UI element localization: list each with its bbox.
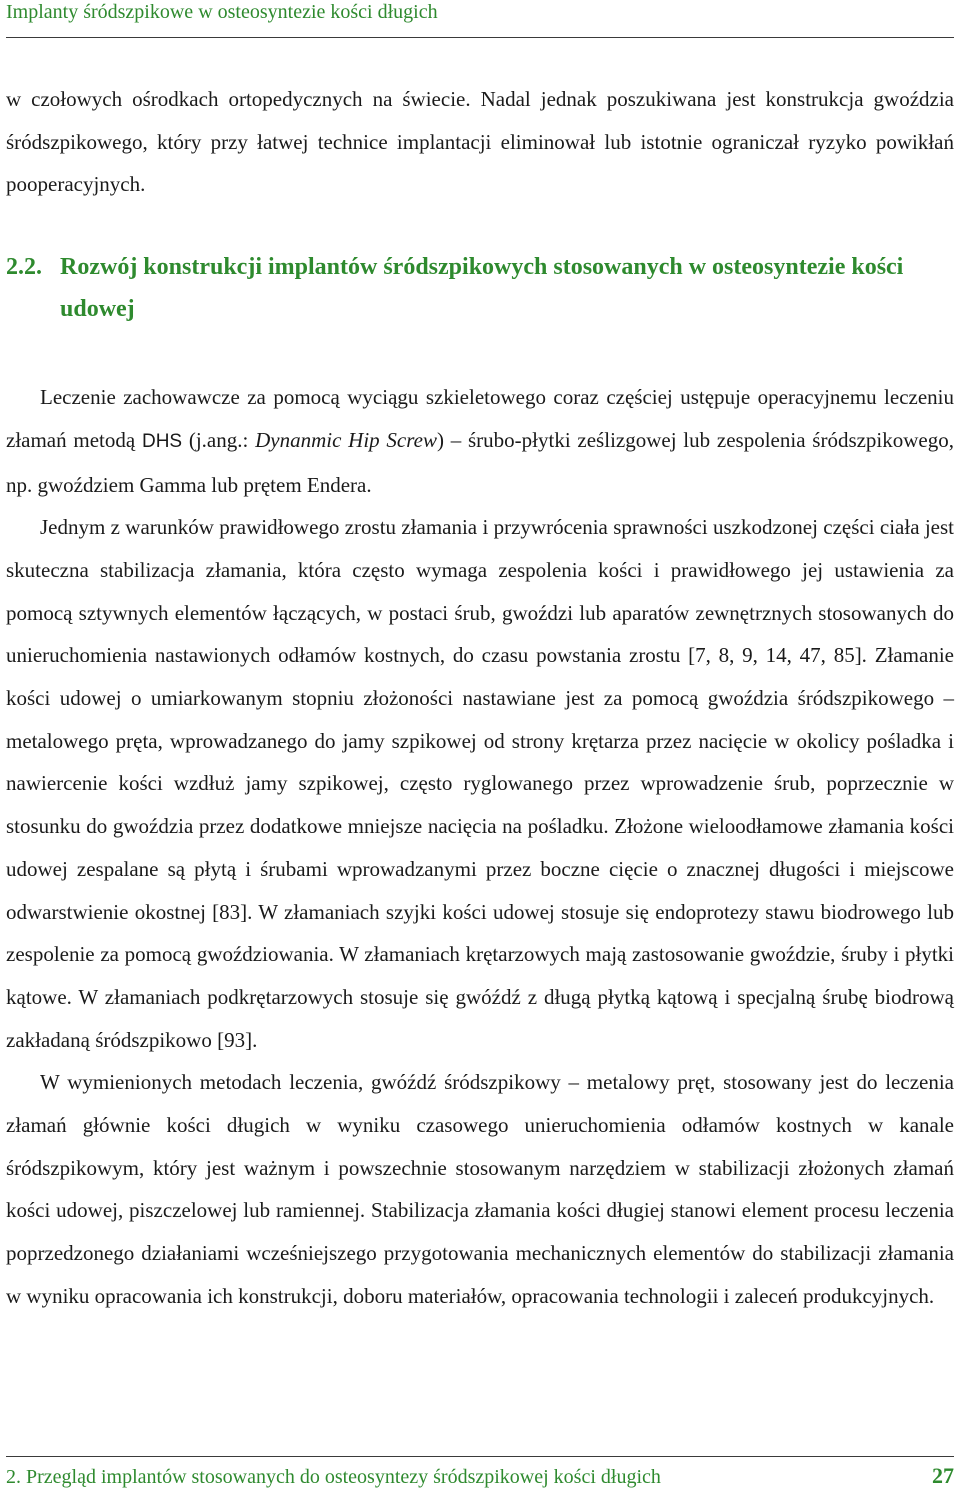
paragraph-text: Leczenie zachowawcze za pomocą wyciągu szkieletowego coraz częściej ustępuje operacyjnemu leczeniu złamań metodą [6,385,954,452]
running-header-title: Implanty śródszpikowe w osteosyntezie kości długich [6,1,438,23]
spacer [6,330,954,376]
paragraph-stabilization: Jednym z warunków prawidłowego zrostu złamania i przywrócenia sprawności uszkodzonej części ciała jest skuteczna stabilizacja złamania, która często wymaga zespolenia kości i prawidłowego jej ustawienia za pomocą sztywnych elementów łączących, w postaci śrub, gwoździ lub aparatów zewnętrznych stosowanych do unieruchomienia nastawionych odłamów kostnych, do czasu powstania zrostu [7, 8, 9, 14, 47, 85]. Złamanie kości udowej o umiarkowanym stopniu złożoności nastawiane jest za pomocą gwoździa śródszpikowego – metalowego pręta, wprowadzanego do jamy szpikowej od strony krętarza przez nacięcie w okolicy pośladka i nawiercenie kości wzdłuż jamy szpikowej, często ryglowanego przez wprowadzenie śrub, poprzecznie w stosunku do gwoździa przez dodatkowe mniejsze nacięcia na pośladku. Złożone wieloodłamowe złamania kości udowej zespalane są płytą i śrubami wprowadzanymi przez boczne cięcie o znacznej długości i miejscowe odwarstwienie okostnej [83]. W złamaniach szyjki kości udowej stosuje się endoprotezy stawu biodrowego lub zespolenie za pomocą gwoździowania. W złamaniach krętarzowych mają zastosowanie gwoździe, śruby i płytki kątowe. W złamaniach podkrętarzowych stosuje się gwóźdź z długą płytką kątową i specjalną śrubę biodrową zakładaną śródszpikowo [93]. [6,515,954,1052]
spacer [6,206,954,246]
section-number: 2.2. [6,254,42,281]
paragraph-text: (j.ang.: [182,427,256,452]
running-header [6,0,954,38]
page-body [6,78,954,1318]
section-heading [6,246,954,330]
paragraph-intramedullary-nail: W wymienionych metodach leczenia, gwóźdź śródszpikowy – metalowy pręt, stosowany jest do leczenia złamań głównie kości długich w wyniku czasowego unieruchomienia odłamów kostnych w kanale śródszpikowym, który jest ważnym i powszechnie stosowanym narzędziem w stabilizacji złożonych złamań kości udowej, piszczelowej lub ramiennej. Stabilizacja złamania kości długiej stanowi element procesu leczenia poprzedzonego działaniami wcześniejszego przygotowania mechanicznych elementów do stabilizacji złamania w wyniku opracowania ich konstrukcji, doboru materiałów, opracowania technologii i zaleceń produkcyjnych. [6,1070,954,1308]
page-number: 27 [932,1463,954,1488]
footer-chapter-title: 2. Przegląd implantów stosowanych do osteosyntezy śródszpikowej kości długich [6,1466,661,1488]
paragraph-text: ) – śrubo-płytki ześlizgowej lub zespolenia śródszpikowego, np. gwoździem Gamma lub prętem Endera. [6,427,955,497]
paragraph-continuation: w czołowych ośrodkach ortopedycznych na świecie. Nadal jednak poszukiwana jest konstrukcja gwoździa śródszpikowego, który przy łatwej technice implantacji eliminował lub istotnie ograniczał ryzyko powikłań pooperacyjnych. [6,87,954,197]
dhs-abbreviation: DHS [141,430,183,452]
paragraph-treatment-methods [6,376,954,506]
english-term: Dynanmic Hip Screw [255,427,437,452]
page-footer [6,1456,954,1493]
section-title: Rozwój konstrukcji implantów śródszpikowych stosowanych w osteosyntezie kości udowej [60,254,904,323]
